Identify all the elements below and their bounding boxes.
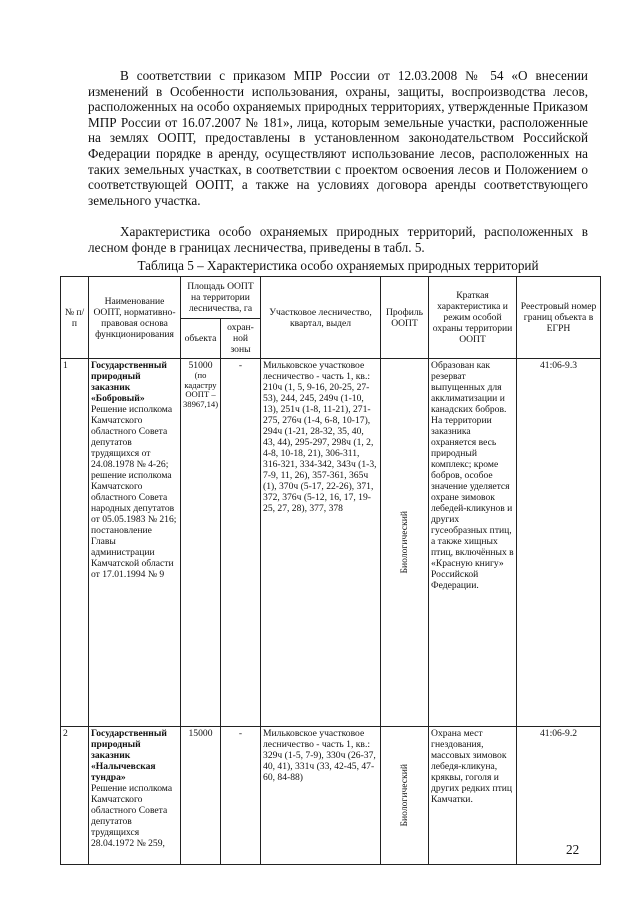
row-name [89, 359, 181, 727]
table-caption: Таблица 5 – Характеристика особо охраняемых природных территорий [137, 258, 539, 273]
row-profile [381, 727, 429, 865]
header-area-object: объекта [181, 319, 221, 359]
header-registry: Реестровый номер границ объекта в ЕГРН [517, 277, 601, 359]
row-forestry: Мильковское участковое лесничество - часть 1, кв.: 210ч (1, 5, 9-16, 20-25, 27-53), 244, 245, 249ч (1-10, 13), 251ч (1-8, 11-21), 271-275, 276ч (1-4, 6-8, 10-17), 294ч (1-21, 28-32, 35, 40, 43, 44), 295-297, 298ч (1, 2, 4-8, 10-18, 21), 306-311, 316-321, 334-342, 343ч (1-3, 7-9, 11, 26), 357-361, 365ч (1), 370ч (5-17, 22-26), 371, 372, 376ч (5-12, 16, 17, 19-25, 27, 28), 377, 378 [261, 359, 381, 727]
row-area-object [181, 727, 221, 865]
row-description: Охрана мест гнездования, массовых зимовок лебедя-кликуна, кряквы, гоголя и других редких птиц Камчатки. [429, 727, 517, 865]
header-forestry: Участковое лесничество, квартал, выдел [261, 277, 381, 359]
area-object-value: 51000 [188, 360, 213, 371]
row-area-object [181, 359, 221, 727]
row-registry: 41:06-9.2 [517, 727, 601, 865]
table-row [61, 727, 601, 865]
header-profile: Профиль ООПТ [381, 277, 429, 359]
intro-paragraph: В соответствии с приказом МПР России от 12.03.2008 № 54 «О внесении изменений в Особенности использования, охраны, защиты, воспроизводства лесов, расположенных на особо охраняемых природных территориях, утвержденные Приказом МПР России от 16.07.2007 № 181», лица, которым земельные участки, расположенные на землях ООПТ, предоставлены в установленном законодательством Российской Федерации порядке в аренду, осуществляют использование лесов, расположенных на таких земельных участках, в соответствии с проектом освоения лесов и Положением о соответствующей ООПТ, а также на условиях договора аренды соответствующего земельного участка. [88, 68, 588, 208]
oopt-table [60, 276, 601, 865]
page-number: 22 [566, 842, 580, 857]
header-area: Площадь ООПТ на территории лесничества, га [181, 277, 261, 319]
area-cadastre-note: (по кадастру ООПТ – 38967,14) [183, 370, 219, 409]
header-name: Наименование ООПТ, нормативно-правовая основа функционирования [89, 277, 181, 359]
header-area-zone: охран-ной зоны [221, 319, 261, 359]
profile-text: Биологический [399, 511, 411, 574]
reserve-title: Государственный природный заказник «Бобровый» [91, 360, 167, 404]
header-description: Краткая характеристика и режим особой охраны территории ООПТ [429, 277, 517, 359]
area-object-value: 15000 [188, 728, 213, 739]
row-area-zone: - [221, 727, 261, 865]
reserve-title: Государственный природный заказник «Налычевская тундра» [91, 728, 167, 783]
row-profile [381, 359, 429, 727]
reserve-basis: Решение исполкома Камчатского областного Совета депутатов трудящихся от 24.08.1978 № 4-26; решение исполкома Камчатского областного Совета народных депутатов от 05.05.1983 № 216; постановление Главы администрации Камчатской области от 17.01.1994 № 9 [91, 404, 177, 580]
row-forestry: Мильковское участковое лесничество - часть 1, кв.: 329ч (1-5, 7-9), 330ч (26-37, 40, 41), 331ч (33, 42-45, 47-60, 84-88) [261, 727, 381, 865]
row-description: Образован как резерват выпущенных для акклиматизации и канадских бобров. На территории заказника охраняется весь природный комплекс; кроме бобров, особое значение уделяется охране зимовок лебедей-кликунов и других гусеобразных птиц, а также хищных птиц, включённых в «Красную книгу» Российской Федерации. [429, 359, 517, 727]
row-name [89, 727, 181, 865]
header-num: № п/п [61, 277, 89, 359]
profile-text: Биологический [399, 764, 411, 827]
reserve-basis: Решение исполкома Камчатского областного Совета депутатов трудящихся 28.04.1972 № 259, [91, 783, 173, 849]
table-row [61, 359, 601, 727]
row-area-zone: - [221, 359, 261, 727]
row-num: 2 [61, 727, 89, 865]
row-registry: 41:06-9.3 [517, 359, 601, 727]
row-num: 1 [61, 359, 89, 727]
table-reference-paragraph: Характеристика особо охраняемых природных территорий, расположенных в лесном фонде в границах лесничества, приведены в табл. 5. [88, 224, 588, 255]
